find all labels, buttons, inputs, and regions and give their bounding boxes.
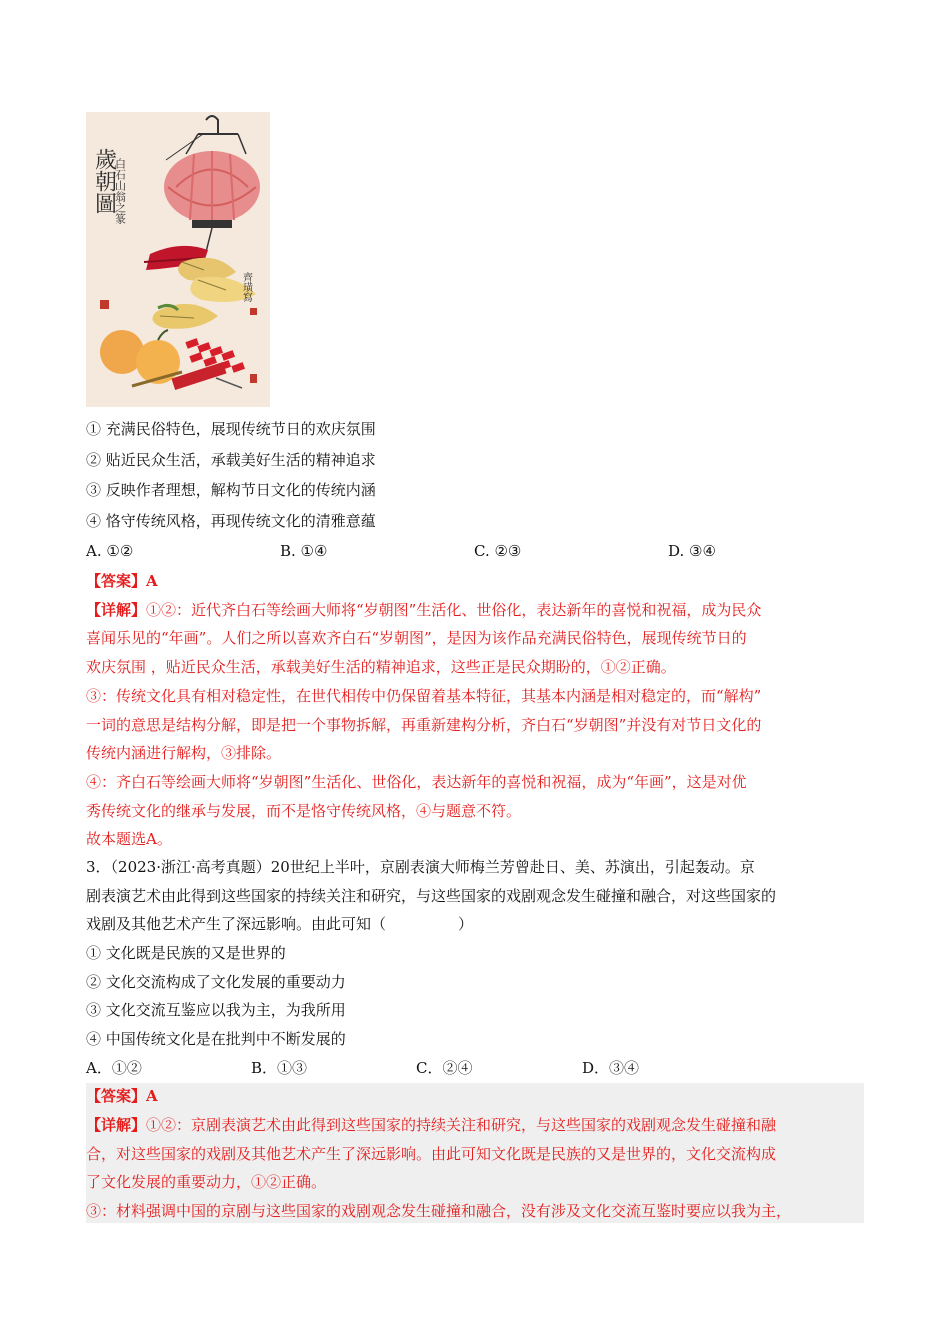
q3-option-c: C．②④ bbox=[416, 1059, 473, 1077]
q2-option-c: C. ②③ bbox=[474, 542, 522, 560]
q2-detail-line-3: 欢庆氛围 ，贴近民众生活，承载美好生活的精神追求，这些正是民众期盼的，①②正确。 bbox=[86, 658, 676, 676]
q3-statement-1: ① 文化既是民族的又是世界的 bbox=[86, 944, 286, 962]
q2-conclusion: 故本题选A。 bbox=[86, 830, 172, 848]
q2-detail-line-2: 喜闻乐见的“年画”。人们之所以喜欢齐白石“岁朝图”，是因为该作品充满民俗特色，展现传统节日的 bbox=[86, 629, 747, 647]
painting-image bbox=[86, 112, 270, 407]
q3-statement-4: ④ 中国传统文化是在批判中不断发展的 bbox=[86, 1030, 346, 1048]
q2-answer: 【答案】A bbox=[86, 572, 158, 590]
q3-stem-line-3 bbox=[86, 914, 473, 934]
q2-statement-1: ① 充满民俗特色，展现传统节日的欢庆氛围 bbox=[86, 420, 376, 438]
q2-detail-line-8: 秀传统文化的继承与发展，而不是恪守传统风格，④与题意不符。 bbox=[86, 802, 522, 820]
painting-title-text: 歲朝圖 bbox=[91, 148, 117, 214]
q3-statement-2: ② 文化交流构成了文化发展的重要动力 bbox=[86, 973, 346, 991]
seal-stamp-icon bbox=[100, 300, 109, 309]
q2-detail-line-1 bbox=[86, 600, 761, 620]
q3-detail-text: ①②：京剧表演艺术由此得到这些国家的持续关注和研究，与这些国家的戏剧观念发生碰撞和融 bbox=[146, 1116, 777, 1134]
q2-detail-line-7: ④：齐白石等绘画大师将“岁朝图”生活化、世俗化，表达新年的喜悦和祝福，成为“年画”，这是对优 bbox=[86, 773, 747, 791]
painting-signature-text: 齊璜寫 bbox=[240, 272, 252, 302]
q3-detail-line-2: 合，对这些国家的戏剧及其他艺术产生了深远影响。由此可知文化既是民族的又是世界的，文化交流构成 bbox=[86, 1145, 777, 1163]
q2-detail-line-5: 一词的意思是结构分解，即是把一个事物拆解，再重新建构分析，齐白石“岁朝图”并没有对节日文化的 bbox=[86, 716, 762, 734]
q3-stem-close: ） bbox=[458, 915, 474, 933]
q2-statement-4: ④ 恪守传统风格，再现传统文化的清雅意蕴 bbox=[86, 512, 376, 530]
q3-detail-line-4: ③：材料强调中国的京剧与这些国家的戏剧观念发生碰撞和融合，没有涉及文化交流互鉴时要应以我为主， bbox=[86, 1202, 792, 1220]
q3-stem-line-1: 3．（2023·浙江·高考真题）20世纪上半叶，京剧表演大师梅兰芳曾赴日、美、苏演出，引起轰动。京 bbox=[86, 858, 755, 876]
q2-statement-3: ③ 反映作者理想，解构节日文化的传统内涵 bbox=[86, 481, 376, 499]
q2-detail-label: 【详解】 bbox=[86, 601, 147, 619]
q2-detail-line-4: ③：传统文化具有相对稳定性，在世代相传中仍保留着基本特征，其基本内涵是相对稳定的，而“解构” bbox=[86, 687, 762, 705]
q2-option-b: B. ①④ bbox=[280, 542, 328, 560]
q3-stem-line-2: 剧表演艺术由此得到这些国家的持续关注和研究，与这些国家的戏剧观念发生碰撞和融合，对这些国家的 bbox=[86, 887, 777, 905]
painting-inscription-text: 白石山翁之篆 bbox=[113, 158, 127, 224]
q2-option-d: D. ③④ bbox=[668, 542, 716, 560]
q2-option-a: A. ①② bbox=[86, 542, 134, 560]
q3-option-a: A．①② bbox=[86, 1059, 142, 1077]
q3-answer: 【答案】A bbox=[86, 1087, 158, 1105]
q2-detail-text: ①②：近代齐白石等绘画大师将“岁朝图”生活化、世俗化，表达新年的喜悦和祝福，成为民众 bbox=[146, 601, 762, 619]
q3-stem-text: 戏剧及其他艺术产生了深远影响。由此可知（ bbox=[86, 915, 387, 933]
seal-stamp-icon bbox=[250, 374, 257, 383]
q3-option-b: B．①③ bbox=[251, 1059, 308, 1077]
q3-statement-3: ③ 文化交流互鉴应以我为主，为我所用 bbox=[86, 1001, 346, 1019]
q2-detail-line-6: 传统内涵进行解构，③排除。 bbox=[86, 744, 282, 762]
q3-detail-line-1 bbox=[86, 1115, 776, 1135]
q2-statement-2: ② 贴近民众生活，承载美好生活的精神追求 bbox=[86, 451, 376, 469]
q3-detail-label: 【详解】 bbox=[86, 1116, 147, 1134]
seal-stamp-icon bbox=[250, 308, 257, 315]
q3-detail-line-3: 了文化发展的重要动力，①②正确。 bbox=[86, 1173, 327, 1191]
q3-option-d: D．③④ bbox=[582, 1059, 640, 1077]
